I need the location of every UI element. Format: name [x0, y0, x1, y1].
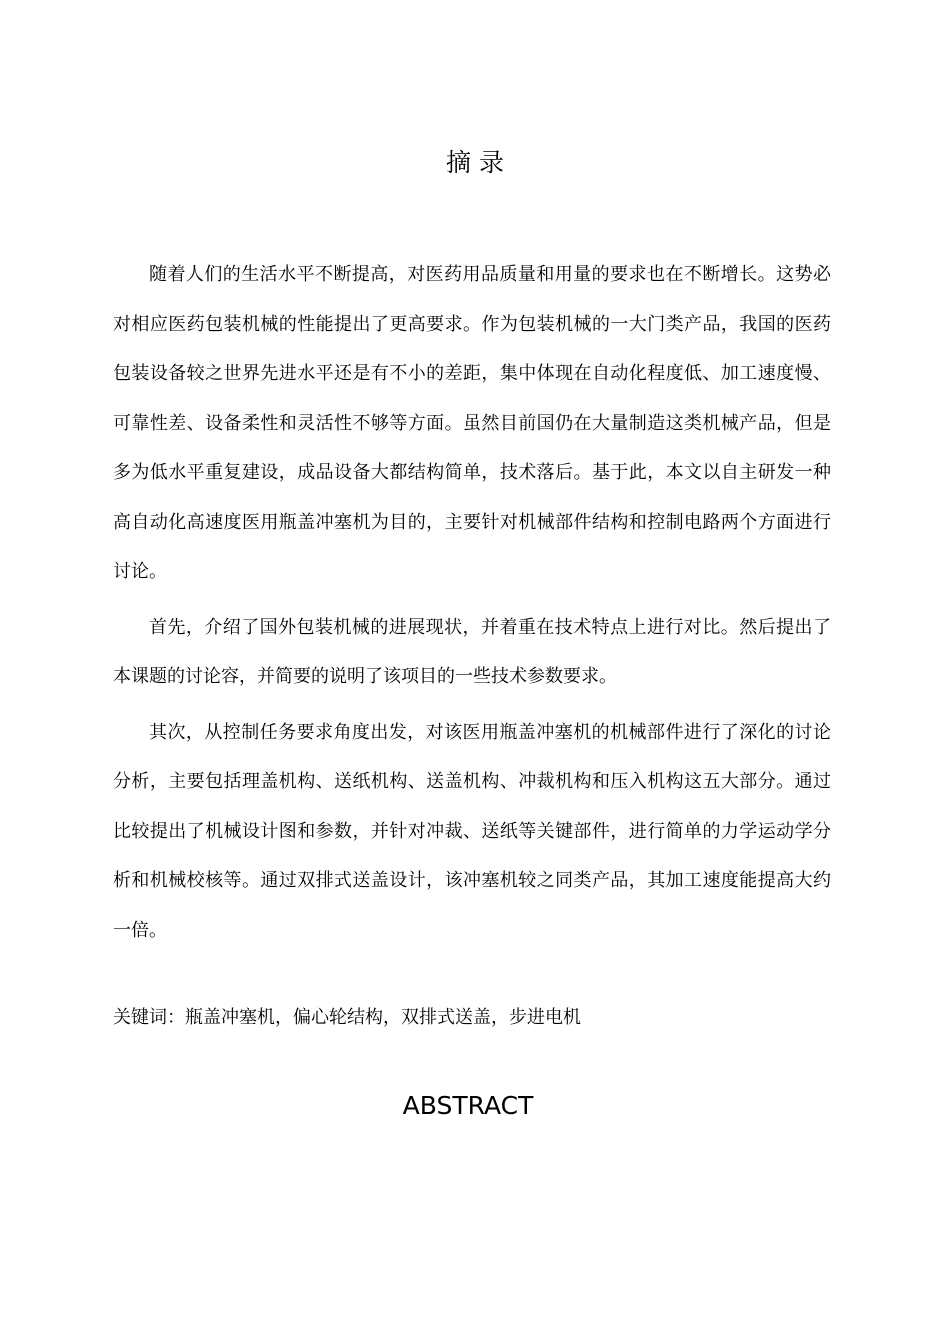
page-title: 摘 录: [446, 148, 504, 177]
paragraph-first: 首先，介绍了国外包装机械的进展现状，并着重在技术特点上进行对比。然后提出了本课题的讨论容，并简要的说明了该项目的一些技术参数要求。: [113, 616, 831, 687]
abstract-body: [113, 250, 831, 961]
keywords-line: 关键词：瓶盖冲塞机，偏心轮结构，双排式送盖，步进电机: [113, 1007, 581, 1028]
abstract-heading: ABSTRACT: [402, 1091, 534, 1120]
paragraph-intro: 随着人们的生活水平不断提高，对医药用品质量和用量的要求也在不断增长。这势必对相应医药包装机械的性能提出了更高要求。作为包装机械的一大门类产品，我国的医药包装设备较之世界先进水平还是有不小的差距，集中体现在自动化程度低、加工速度慢、可靠性差、设备柔性和灵活性不够等方面。虽然目前国仍在大量制造这类机械产品，但是多为低水平重复建设，成品设备大都结构简单，技术落后。基于此，本文以自主研发一种高自动化高速度医用瓶盖冲塞机为目的，主要针对机械部件结构和控制电路两个方面进行讨论。: [113, 264, 831, 582]
paragraph-second: 其次，从控制任务要求角度出发，对该医用瓶盖冲塞机的机械部件进行了深化的讨论分析，主要包括理盖机构、送纸机构、送盖机构、冲裁机构和压入机构这五大部分。通过比较提出了机械设计图和参数，并针对冲裁、送纸等关键部件，进行简单的力学运动学分析和机械校核等。通过双排式送盖设计，该冲塞机较之同类产品，其加工速度能提高大约一倍。: [113, 721, 831, 941]
